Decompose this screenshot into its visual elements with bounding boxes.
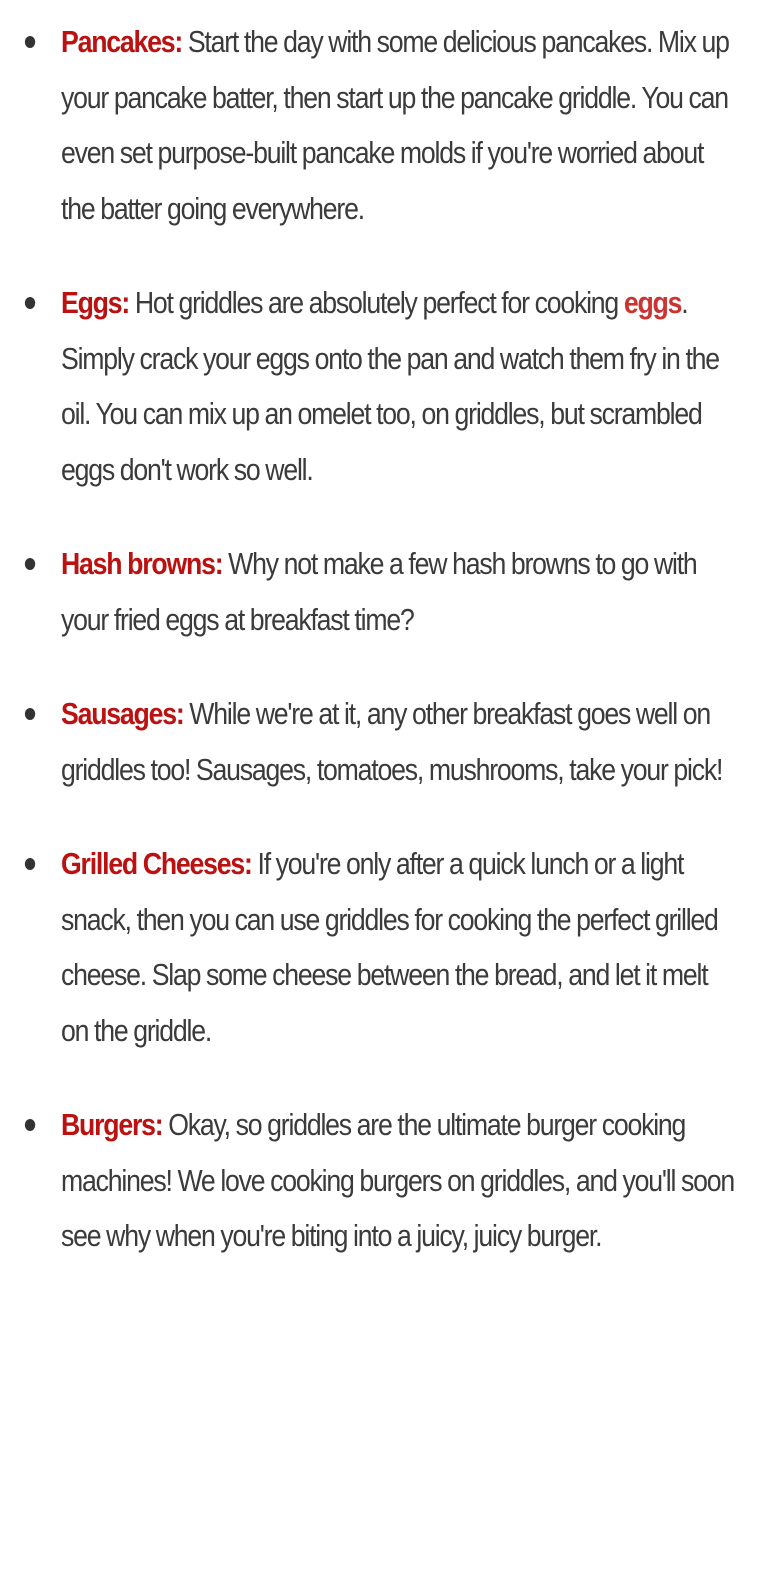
item-description-end: . Simply crack your eggs onto the pan and watch them fry in the oil. You can mix up an omelet too, on griddles, but scrambled eggs don't work so well. <box>61 285 719 487</box>
eggs-link[interactable]: eggs <box>623 285 682 320</box>
list-item-eggs <box>61 275 740 497</box>
griddle-food-list <box>0 14 776 1264</box>
item-description: Start the day with some delicious pancakes. Mix up your pancake batter, then start up the pancake griddle. You can even set purpose-built pancake molds if you're worried about the batter going everywhere. <box>61 24 729 226</box>
bullet-dot-icon <box>25 1119 35 1131</box>
item-term: Burgers: <box>61 1107 163 1142</box>
item-description: If you're only after a quick lunch or a light snack, then you can use griddles for cooking the perfect grilled cheese. Slap some cheese between the bread, and let it melt on the griddle. <box>61 846 718 1048</box>
item-description-start: Hot griddles are absolutely perfect for cooking <box>129 285 624 320</box>
list-item-pancakes <box>61 14 740 236</box>
bullet-dot-icon <box>25 708 35 720</box>
item-description: Why not make a few hash browns to go with your fried eggs at breakfast time? <box>61 546 697 637</box>
item-term: Sausages: <box>61 696 184 731</box>
item-description: Okay, so griddles are the ultimate burger cooking machines! We love cooking burgers on griddles, and you'll soon see why when you're biting into a juicy, juicy burger. <box>61 1107 734 1253</box>
item-description: While we're at it, any other breakfast goes well on griddles too! Sausages, tomatoes, mushrooms, take your pick! <box>61 696 723 787</box>
item-term: Pancakes: <box>61 24 183 59</box>
item-term: Hash browns: <box>61 546 223 581</box>
bullet-dot-icon <box>25 36 35 48</box>
list-item-burgers <box>61 1097 740 1264</box>
list-item-hash-browns <box>61 536 740 647</box>
bullet-dot-icon <box>25 858 35 870</box>
bullet-dot-icon <box>25 297 35 309</box>
item-term: Grilled Cheeses: <box>61 846 252 881</box>
list-item-grilled-cheeses <box>61 836 740 1058</box>
list-item-sausages <box>61 686 740 797</box>
item-term: Eggs: <box>61 285 130 320</box>
bullet-dot-icon <box>25 558 35 570</box>
